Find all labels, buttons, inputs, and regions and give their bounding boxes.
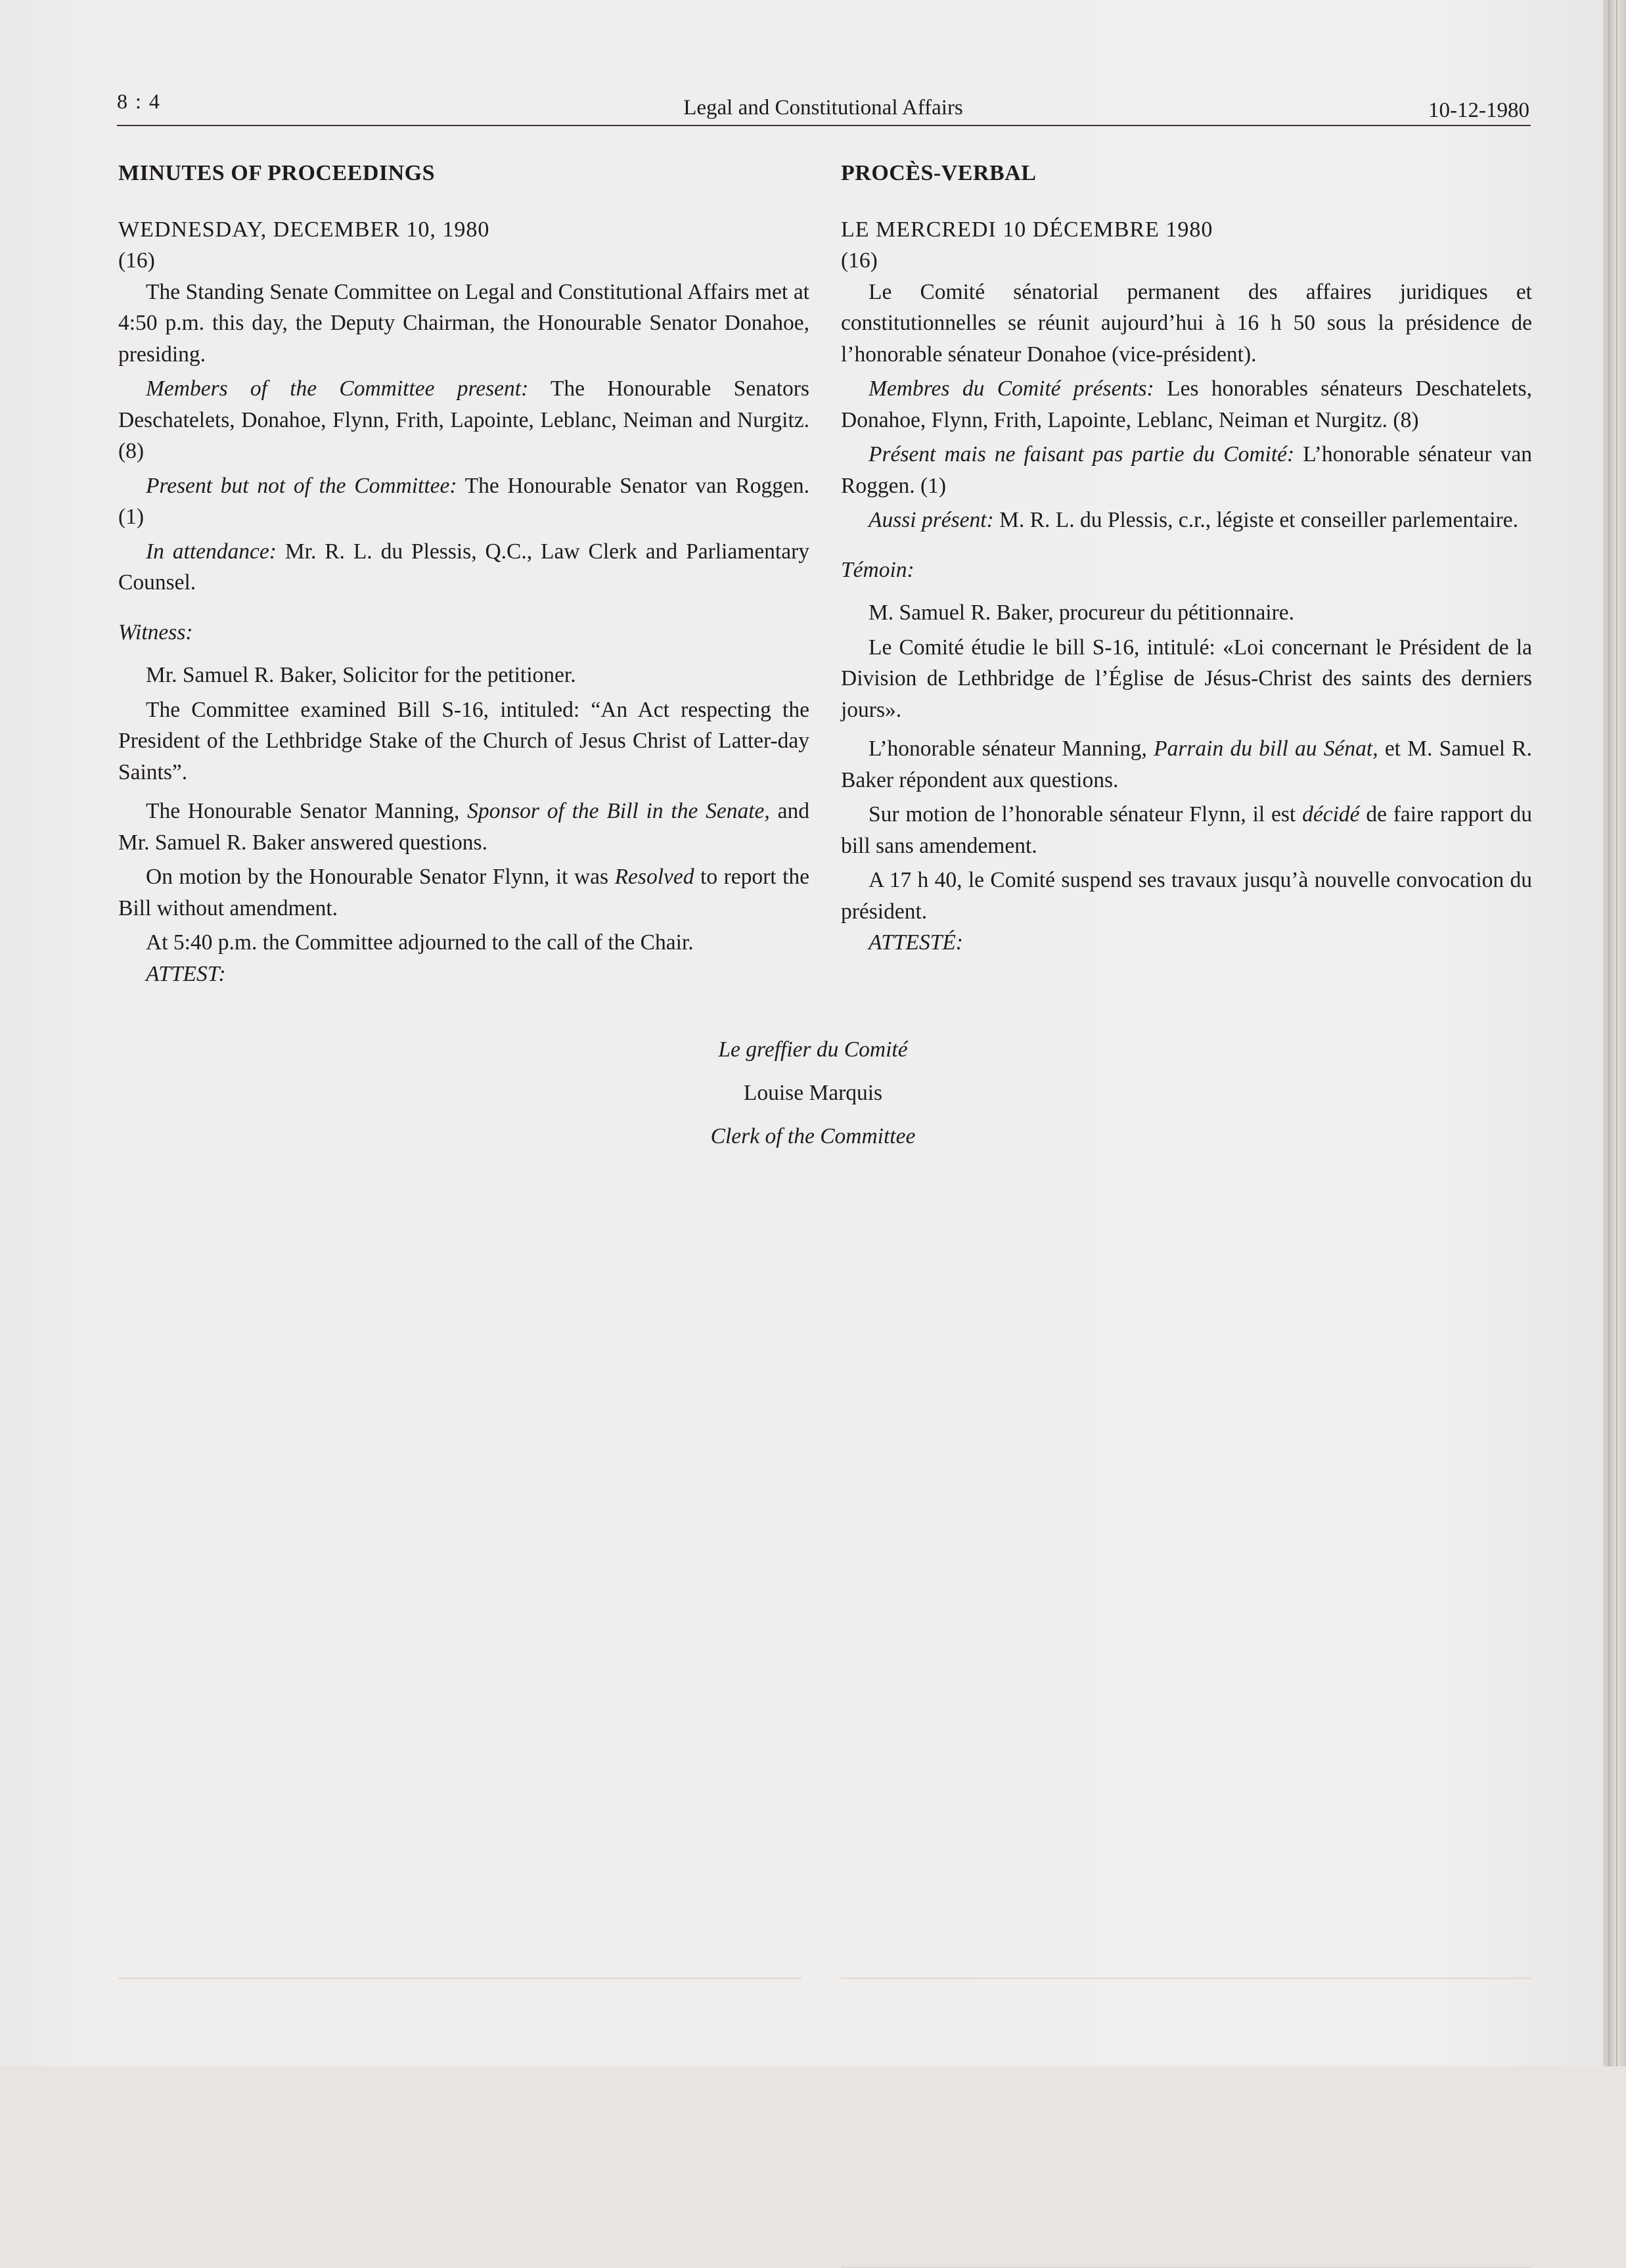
french-members bbox=[841, 373, 1532, 436]
running-header bbox=[117, 89, 1529, 127]
french-column bbox=[841, 158, 1532, 959]
english-present-text: The Honourable Senator van Roggen. (1) bbox=[118, 473, 809, 529]
french-sponsor-pre: L’honorable sénateur Manning, bbox=[869, 737, 1147, 761]
english-attendance-label: In attendance: bbox=[146, 539, 277, 564]
clerk-signature-block bbox=[0, 1028, 1626, 1158]
english-date: WEDNESDAY, DECEMBER 10, 1980 bbox=[118, 217, 490, 242]
english-motion-resolved: Resolved bbox=[614, 865, 694, 889]
header-date: 10-12-1980 bbox=[1428, 99, 1529, 122]
english-attendance-text: Mr. R. L. du Plessis, Q.C., Law Clerk and Parliamentary Counsel. bbox=[118, 539, 809, 595]
english-witness: Mr. Samuel R. Baker, Solicitor for the petitioner. bbox=[146, 663, 576, 687]
french-members-label: Membres du Comité présents: bbox=[869, 376, 1154, 401]
english-witness-label bbox=[118, 617, 809, 648]
french-sponsor-post: et M. Samuel R. Baker répondent aux questions. bbox=[841, 737, 1533, 792]
clerk-name: Louise Marquis bbox=[743, 1081, 883, 1105]
french-opening: Le Comité sénatorial permanent des affaires juridiques et constitutionnelles se réunit aujourd’hui à 16 h 50 sous la présidence de l’honorable sénateur Donahoe (vice-président). bbox=[841, 279, 1532, 367]
french-bill-examined: Le Comité étudie le bill S-16, intitulé: «Loi concernant le Président de la Division de Lethbridge de l’Église de Jésus-Christ des saints des derniers jours». bbox=[841, 635, 1532, 722]
english-members bbox=[118, 373, 809, 467]
english-opening: The Standing Senate Committee on Legal and Constitutional Affairs met at 4:50 p.m. this day, the Deputy Chairman, the Honourable Senator Donahoe, presiding. bbox=[118, 279, 809, 367]
french-members-text: Les honorables sénateurs Deschatelets, Donahoe, Flynn, Frith, Lapointe, Leblanc, Neiman et Nurgitz. (8) bbox=[841, 376, 1532, 432]
french-adjournment: A 17 h 40, le Comité suspend ses travaux jusqu’à nouvelle convocation du président. bbox=[841, 868, 1532, 924]
french-witness: M. Samuel R. Baker, procureur du pétitionnaire. bbox=[869, 601, 1295, 625]
french-motion bbox=[841, 799, 1532, 861]
english-members-label: Members of the Committee present: bbox=[146, 376, 529, 401]
english-sponsor-pre: The Honourable Senator Manning, bbox=[146, 799, 460, 823]
french-motion-post: de faire rapport du bill sans amendement. bbox=[841, 802, 1533, 858]
english-attest-text: ATTEST: bbox=[146, 961, 226, 986]
french-heading: PROCÈS-VERBAL bbox=[841, 161, 1037, 185]
french-motion-pre: Sur motion de l’honorable sénateur Flynn, il est bbox=[869, 802, 1296, 827]
french-witness-label-text: Témoin: bbox=[841, 557, 915, 582]
french-present-text: L’honorable sénateur van Roggen. (1) bbox=[841, 442, 1532, 498]
french-date: LE MERCREDI 10 DÉCEMBRE 1980 bbox=[841, 217, 1213, 242]
page-edge-line bbox=[1616, 0, 1617, 2066]
english-motion-post: to report the Bill without amendment. bbox=[118, 865, 810, 920]
french-issue-number: (16) bbox=[841, 248, 878, 273]
french-attest-text: ATTESTÉ: bbox=[869, 930, 963, 955]
english-sponsor-post: and Mr. Samuel R. Baker answered questions. bbox=[118, 799, 809, 855]
bleed-through-rule bbox=[841, 1978, 1531, 1979]
french-attendance-label: Aussi présent: bbox=[869, 508, 994, 532]
english-sponsor-role: Sponsor of the Bill in the Senate, bbox=[467, 799, 770, 823]
english-adjournment: At 5:40 p.m. the Committee adjourned to the call of the Chair. bbox=[146, 930, 694, 955]
page-edge-line bbox=[1608, 0, 1610, 2066]
french-sponsor bbox=[841, 733, 1532, 796]
english-witness-label-text: Witness: bbox=[118, 620, 193, 645]
english-members-text: The Honourable Senators Deschatelets, Donahoe, Flynn, Frith, Lapointe, Leblanc, Neiman and Nurgitz. (8) bbox=[118, 376, 809, 463]
french-sponsor-role: Parrain du bill au Sénat, bbox=[1154, 737, 1378, 761]
page-edge bbox=[1603, 0, 1626, 2066]
header-rule bbox=[117, 125, 1531, 126]
french-motion-decided: décidé bbox=[1302, 802, 1360, 827]
english-motion bbox=[118, 861, 809, 924]
english-attest bbox=[118, 959, 809, 990]
bleed-through-rule bbox=[118, 1978, 802, 1979]
french-present-label: Présent mais ne faisant pas partie du Comité: bbox=[869, 442, 1295, 466]
running-title: Legal and Constitutional Affairs bbox=[683, 96, 963, 120]
clerk-title-english: Clerk of the Committee bbox=[710, 1124, 916, 1148]
english-bill-examined: The Committee examined Bill S-16, intituled: “An Act respecting the President of the Lethbridge Stake of the Church of Jesus Christ of Latter-day Saints”. bbox=[118, 697, 809, 784]
english-present-label: Present but not of the Committee: bbox=[146, 473, 457, 498]
clerk-title-french: Le greffier du Comité bbox=[718, 1037, 908, 1062]
page-number: 8 : 4 bbox=[117, 89, 161, 113]
french-attendance bbox=[841, 505, 1532, 536]
french-attendance-text: M. R. L. du Plessis, c.r., légiste et conseiller parlementaire. bbox=[999, 508, 1518, 532]
english-issue-number: (16) bbox=[118, 248, 155, 273]
french-present bbox=[841, 439, 1532, 501]
english-sponsor bbox=[118, 796, 809, 858]
french-witness-label bbox=[841, 555, 1532, 586]
french-attest bbox=[841, 927, 1532, 959]
english-attendance bbox=[118, 536, 809, 599]
english-heading: MINUTES OF PROCEEDINGS bbox=[118, 161, 436, 185]
english-column bbox=[118, 158, 809, 989]
english-motion-pre: On motion by the Honourable Senator Flynn, it was bbox=[146, 865, 609, 889]
english-present bbox=[118, 470, 809, 533]
